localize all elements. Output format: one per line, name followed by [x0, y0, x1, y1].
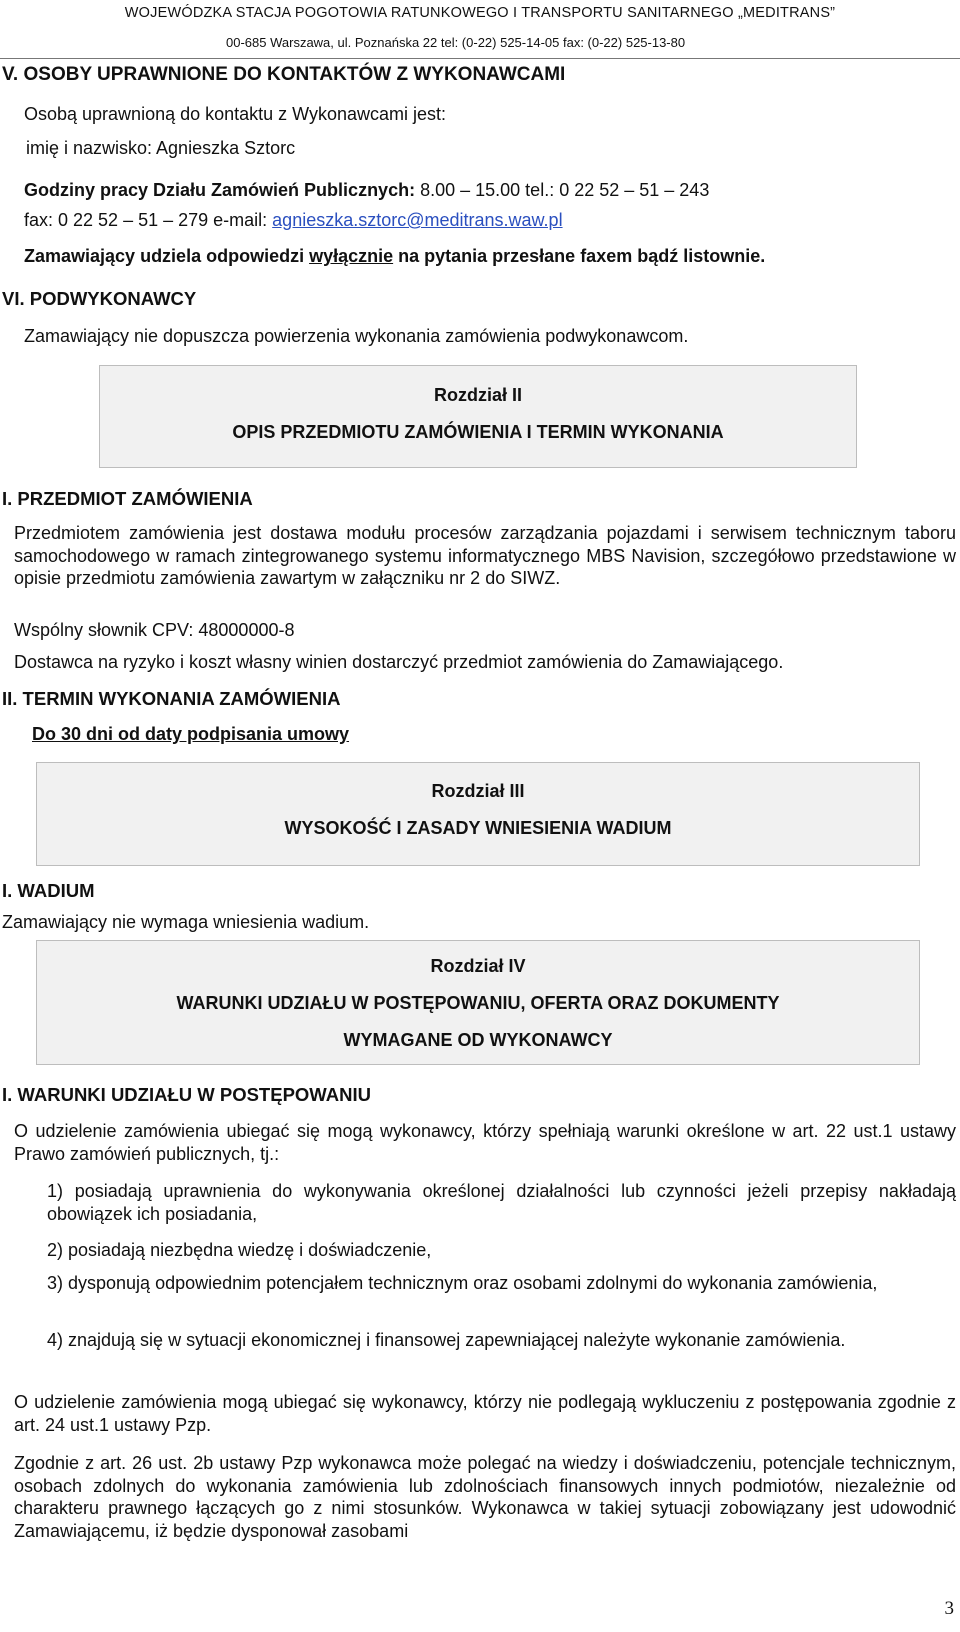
- header-organization: WOJEWÓDZKA STACJA POGOTOWIA RATUNKOWEGO I TRANSPORTU SANITARNEGO „MEDITRANS”: [124, 5, 836, 21]
- chapter-2-subtitle: OPIS PRZEDMIOTU ZAMÓWIENIA I TERMIN WYKONANIA: [232, 422, 724, 442]
- reliance-paragraph: Zgodnie z art. 26 ust. 2b ustawy Pzp wykonawca może polegać na wiedzy i doświadczeniu, potencjale technicznym, osobach zdolnych do wykonania zamówienia lub zdolnościach finansowych innych podmiotów, niezależnie od charakteru prawnego łączących go z nimi stosunków. Wykonawca w takiej sytuacji zobowiązany jest udowodnić Zamawiającemu, iż będzie dysponował zasobami: [14, 1453, 956, 1541]
- fax-email-line: [24, 210, 563, 231]
- cpv-code: Wspólny słownik CPV: 48000000-8: [14, 620, 295, 640]
- delivery-note: Dostawca na ryzyko i koszt własny winien dostarczyć przedmiot zamówienia do Zamawiającego.: [14, 652, 784, 672]
- contact-person: imię i nazwisko: Agnieszka Sztorc: [26, 138, 296, 158]
- chapter-2-box: [99, 365, 857, 468]
- term-value: Do 30 dni od daty podpisania umowy: [32, 724, 350, 744]
- chapter-4-box: [36, 940, 920, 1065]
- subcontractors-text: Zamawiający nie dopuszcza powierzenia wykonania zamówienia podwykonawcom.: [24, 326, 689, 346]
- fax-label: fax: 0 22 52 – 51 – 279 e-mail:: [24, 210, 273, 230]
- page-number: 3: [944, 1598, 954, 1619]
- wadium-heading: I. WADIUM: [2, 880, 95, 901]
- wadium-text: Zamawiający nie wymaga wniesienia wadium.: [2, 912, 370, 932]
- answers-note: [24, 246, 765, 267]
- subject-heading: I. PRZEDMIOT ZAMÓWIENIA: [2, 488, 253, 509]
- chapter-3-box: [36, 762, 920, 866]
- answers-pre: Zamawiający udziela odpowiedzi: [24, 246, 310, 266]
- answers-post: na pytania przesłane faxem bądź listownie.: [393, 246, 766, 266]
- chapter-4-title: Rozdział IV: [430, 956, 526, 976]
- chapter-2-title: Rozdział II: [433, 385, 522, 405]
- header-rule: [0, 58, 960, 59]
- section-v-heading: V. OSOBY UPRAWNIONE DO KONTAKTÓW Z WYKONAWCAMI: [2, 64, 566, 85]
- office-hours-label: Godziny pracy Działu Zamówień Publicznych:: [24, 180, 416, 200]
- email-link[interactable]: agnieszka.sztorc@meditrans.waw.pl: [272, 210, 563, 230]
- chapter-3-title: Rozdział III: [431, 781, 525, 801]
- condition-item: 1) posiadają uprawnienia do wykonywania określonej działalności lub czynności jeżeli przepisy nakładają obowiązek ich posiadania,: [47, 1181, 956, 1224]
- condition-item: 2) posiadają niezbędna wiedzę i doświadczenie,: [47, 1240, 432, 1260]
- office-hours: [24, 180, 709, 201]
- answers-underlined: wyłącznie: [309, 246, 394, 266]
- term-heading: II. TERMIN WYKONANIA ZAMÓWIENIA: [2, 688, 341, 709]
- office-hours-value: 8.00 – 15.00 tel.: 0 22 52 – 51 – 243: [420, 180, 710, 200]
- chapter-3-subtitle: WYSOKOŚĆ I ZASADY WNIESIENIA WADIUM: [284, 818, 672, 838]
- chapter-4-subtitle-line1: WARUNKI UDZIAŁU W POSTĘPOWANIU, OFERTA ORAZ DOKUMENTY: [176, 993, 780, 1013]
- condition-item: 3) dysponują odpowiednim potencjałem technicznym oraz osobami zdolnymi do wykonania zamówienia,: [47, 1273, 878, 1293]
- conditions-heading: I. WARUNKI UDZIAŁU W POSTĘPOWANIU: [2, 1084, 371, 1105]
- header-address-text: 00-685 Warszawa, ul. Poznańska 22 tel: (0-22) 525-14-05 fax: (0-22) 525-13-80: [226, 35, 686, 50]
- section-vi-heading: VI. PODWYKONAWCY: [2, 288, 197, 309]
- condition-item: 4) znajdują się w sytuacji ekonomicznej i finansowej zapewniającej należyte wykonanie zamówienia.: [47, 1330, 846, 1350]
- chapter-4-subtitle-line2: WYMAGANE OD WYKONAWCY: [343, 1030, 613, 1050]
- exclusion-paragraph: O udzielenie zamówienia mogą ubiegać się wykonawcy, którzy nie podlegają wykluczeniu z postępowania zgodnie z art. 24 ust.1 ustawy Pzp.: [14, 1392, 956, 1435]
- subject-paragraph: Przedmiotem zamówienia jest dostawa modułu procesów zarządzania pojazdami i serwisem technicznym taboru samochodowego w ramach zintegrowanego systemu informatycznego MBS Navision, szczegółowo przedstawione w opisie przedmiotu zamówienia zawartym w załączniku nr 2 do SIWZ.: [14, 523, 956, 588]
- conditions-intro: O udzielenie zamówienia ubiegać się mogą wykonawcy, którzy spełniają warunki określone w art. 22 ust.1 ustawy Prawo zamówień publicznych, tj.:: [14, 1121, 956, 1164]
- contact-intro: Osobą uprawnioną do kontaktu z Wykonawcami jest:: [24, 104, 447, 124]
